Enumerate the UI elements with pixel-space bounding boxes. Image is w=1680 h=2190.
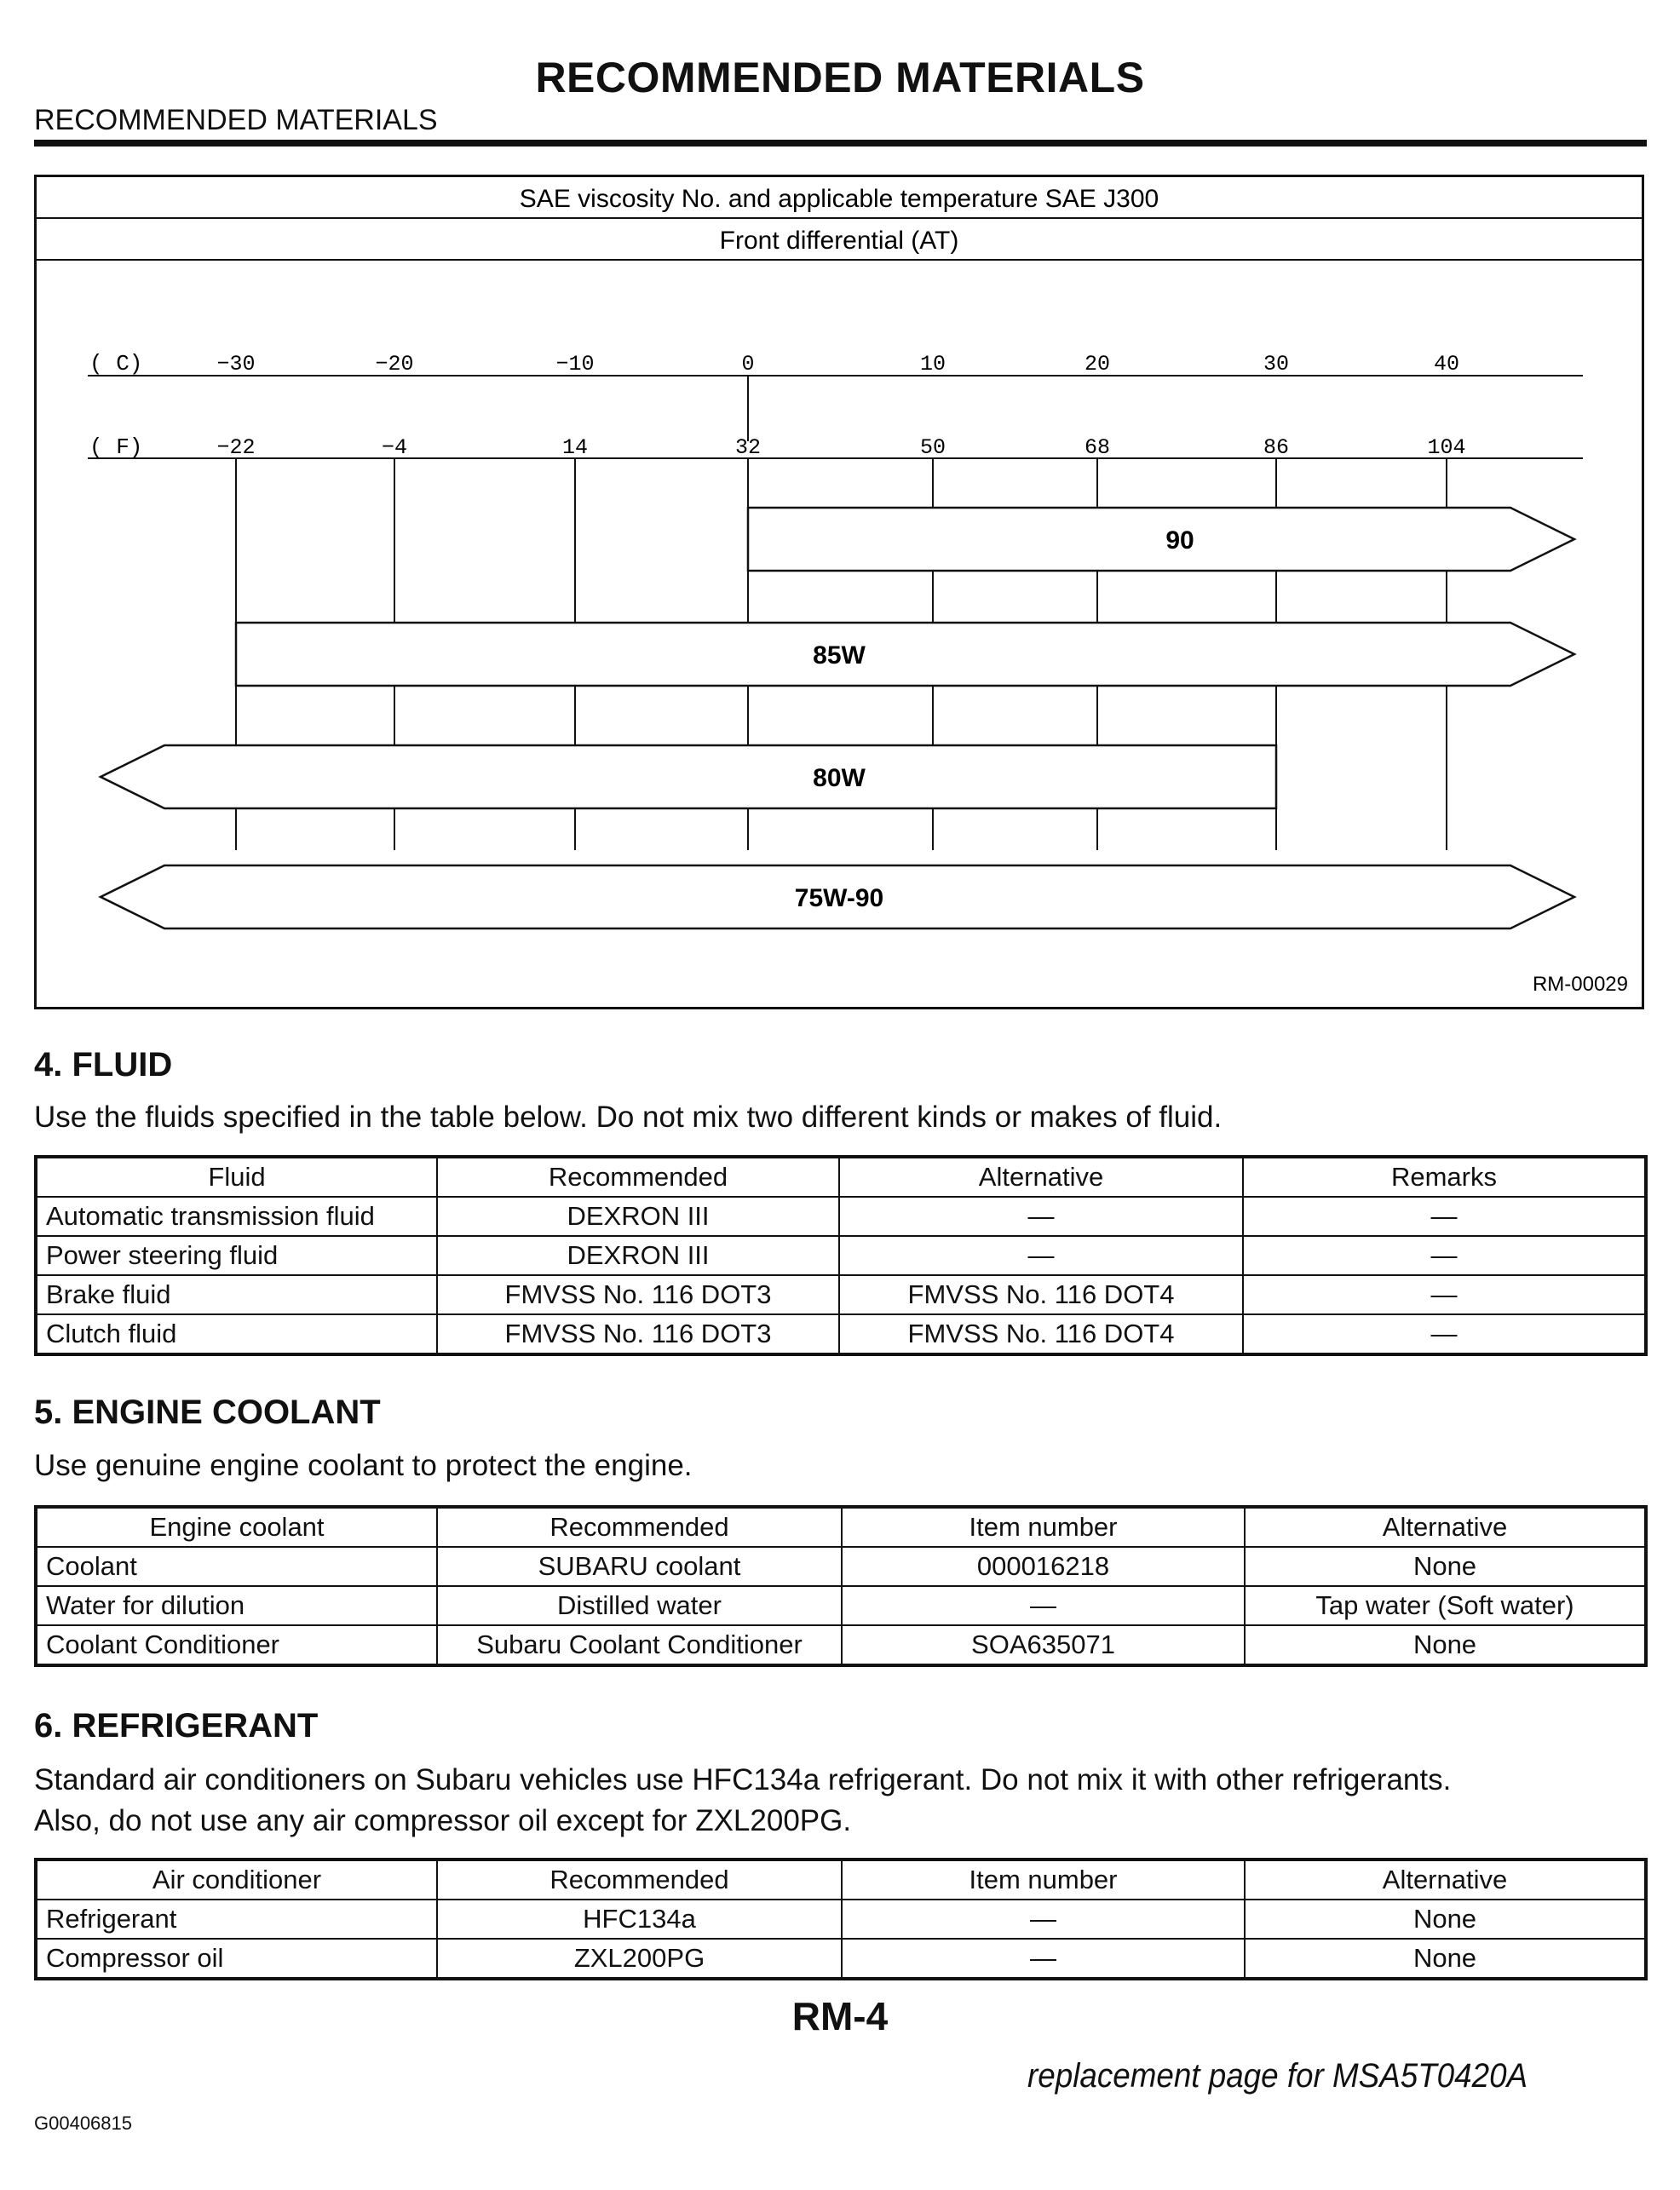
fahrenheit-tick-label: −22 (216, 435, 256, 460)
fahrenheit-tick-label: 104 (1427, 435, 1466, 460)
column-header: Alternative (839, 1157, 1243, 1197)
fahrenheit-tick-label: 32 (734, 435, 762, 460)
fluid-description: Use the fluids specified in the table below. Do not mix two different kinds or makes of fluid. (34, 1101, 1223, 1134)
column-header: Air conditioner (36, 1859, 437, 1900)
viscosity-chart-svg (37, 177, 1642, 1007)
column-header: Fluid (36, 1157, 437, 1197)
celsius-tick-label: 10 (919, 352, 946, 376)
table-cell: None (1245, 1900, 1646, 1939)
table-cell: DEXRON III (437, 1236, 839, 1275)
fahrenheit-tick-label: 14 (561, 435, 589, 460)
refrigerant-heading: 6. REFRIGERANT (34, 1707, 319, 1745)
table-row (36, 1236, 1646, 1275)
page-number: RM-4 (791, 1994, 889, 2038)
table-cell: Brake fluid (36, 1275, 437, 1314)
range-bar (101, 745, 1276, 808)
table-header-row (36, 1507, 1646, 1547)
celsius-tick-label: 40 (1433, 352, 1460, 376)
table-cell: Water for dilution (36, 1586, 437, 1625)
table-cell: Compressor oil (36, 1939, 437, 1979)
range-bar-label: 90 (1165, 526, 1194, 555)
table-cell: — (1243, 1236, 1646, 1275)
section-header: RECOMMENDED MATERIALS (34, 104, 438, 136)
table-cell: 000016218 (842, 1547, 1245, 1586)
celsius-unit-label: ( C) (89, 351, 143, 376)
table-cell: DEXRON III (437, 1197, 839, 1236)
celsius-tick-label: 0 (741, 352, 755, 376)
table-cell: Coolant (36, 1547, 437, 1586)
table-cell: — (842, 1586, 1245, 1625)
table-cell: FMVSS No. 116 DOT4 (839, 1314, 1243, 1354)
celsius-tick-label: 20 (1084, 352, 1111, 376)
viscosity-chart (34, 175, 1644, 1009)
table-cell: — (1243, 1314, 1646, 1354)
table-cell: — (839, 1236, 1243, 1275)
chart-header-title: SAE viscosity No. and applicable temperature SAE J300 (519, 185, 1159, 213)
fahrenheit-unit-label: ( F) (89, 434, 143, 460)
table-cell: — (1243, 1275, 1646, 1314)
range-bar-label: 80W (813, 764, 866, 792)
column-header: Recommended (437, 1507, 842, 1547)
refrigerant-table (34, 1858, 1648, 1980)
range-bar (236, 623, 1574, 686)
table-cell: None (1245, 1939, 1646, 1979)
table-cell: — (1243, 1197, 1646, 1236)
column-header: Item number (842, 1859, 1245, 1900)
range-bar-label: 85W (813, 641, 866, 670)
celsius-tick-label: −10 (555, 352, 595, 376)
celsius-tick-label: 30 (1263, 352, 1290, 376)
fluid-heading: 4. FLUID (34, 1046, 173, 1084)
refrigerant-description-1: Standard air conditioners on Subaru vehicles use HFC134a refrigerant. Do not mix it with other refrigerants. (34, 1763, 1452, 1796)
table-row (36, 1197, 1646, 1236)
table-cell: Coolant Conditioner (36, 1625, 437, 1665)
table-cell: Tap water (Soft water) (1245, 1586, 1646, 1625)
table-cell: HFC134a (437, 1900, 842, 1939)
column-header: Remarks (1243, 1157, 1646, 1197)
table-row (36, 1275, 1646, 1314)
table-cell: None (1245, 1625, 1646, 1665)
column-header: Alternative (1245, 1507, 1646, 1547)
column-header: Recommended (437, 1157, 839, 1197)
table-cell: FMVSS No. 116 DOT3 (437, 1314, 839, 1354)
column-header: Recommended (437, 1859, 842, 1900)
table-row (36, 1625, 1646, 1665)
table-row (36, 1939, 1646, 1979)
coolant-description: Use genuine engine coolant to protect the engine. (34, 1449, 693, 1482)
chart-header-subtitle: Front differential (AT) (719, 227, 959, 255)
fahrenheit-tick-label: 86 (1263, 435, 1290, 460)
table-row (36, 1900, 1646, 1939)
table-cell: SUBARU coolant (437, 1547, 842, 1586)
table-cell: Clutch fluid (36, 1314, 437, 1354)
table-cell: Distilled water (437, 1586, 842, 1625)
table-cell: Refrigerant (36, 1900, 437, 1939)
chart-ref-code: RM-00029 (1532, 973, 1628, 996)
column-header: Alternative (1245, 1859, 1646, 1900)
refrigerant-description-2: Also, do not use any air compressor oil except for ZXL200PG. (34, 1804, 852, 1837)
table-cell: — (842, 1939, 1245, 1979)
fahrenheit-tick-label: −4 (381, 435, 408, 460)
table-cell: — (839, 1197, 1243, 1236)
table-row (36, 1586, 1646, 1625)
table-cell: SOA635071 (842, 1625, 1245, 1665)
header-rule (34, 140, 1647, 147)
page-title: RECOMMENDED MATERIALS (535, 54, 1145, 101)
table-cell: — (842, 1900, 1245, 1939)
table-cell: FMVSS No. 116 DOT3 (437, 1275, 839, 1314)
fahrenheit-tick-label: 50 (919, 435, 946, 460)
column-header: Item number (842, 1507, 1245, 1547)
table-header-row (36, 1157, 1646, 1197)
document-id: G00406815 (34, 2112, 132, 2134)
column-header: Engine coolant (36, 1507, 437, 1547)
replacement-note: replacement page for MSA5T0420A (1027, 2057, 1528, 2095)
fahrenheit-tick-label: 68 (1084, 435, 1111, 460)
table-cell: None (1245, 1547, 1646, 1586)
coolant-table (34, 1505, 1648, 1667)
celsius-tick-label: −20 (375, 352, 414, 376)
table-cell: Subaru Coolant Conditioner (437, 1625, 842, 1665)
fluid-table (34, 1155, 1648, 1356)
table-cell: FMVSS No. 116 DOT4 (839, 1275, 1243, 1314)
table-cell: ZXL200PG (437, 1939, 842, 1979)
celsius-tick-label: −30 (216, 352, 256, 376)
table-cell: Automatic transmission fluid (36, 1197, 437, 1236)
range-bar (748, 508, 1574, 571)
coolant-heading: 5. ENGINE COOLANT (34, 1394, 381, 1431)
table-row (36, 1547, 1646, 1586)
table-header-row (36, 1859, 1646, 1900)
table-row (36, 1314, 1646, 1354)
table-cell: Power steering fluid (36, 1236, 437, 1275)
range-bar-label: 75W-90 (794, 884, 884, 912)
